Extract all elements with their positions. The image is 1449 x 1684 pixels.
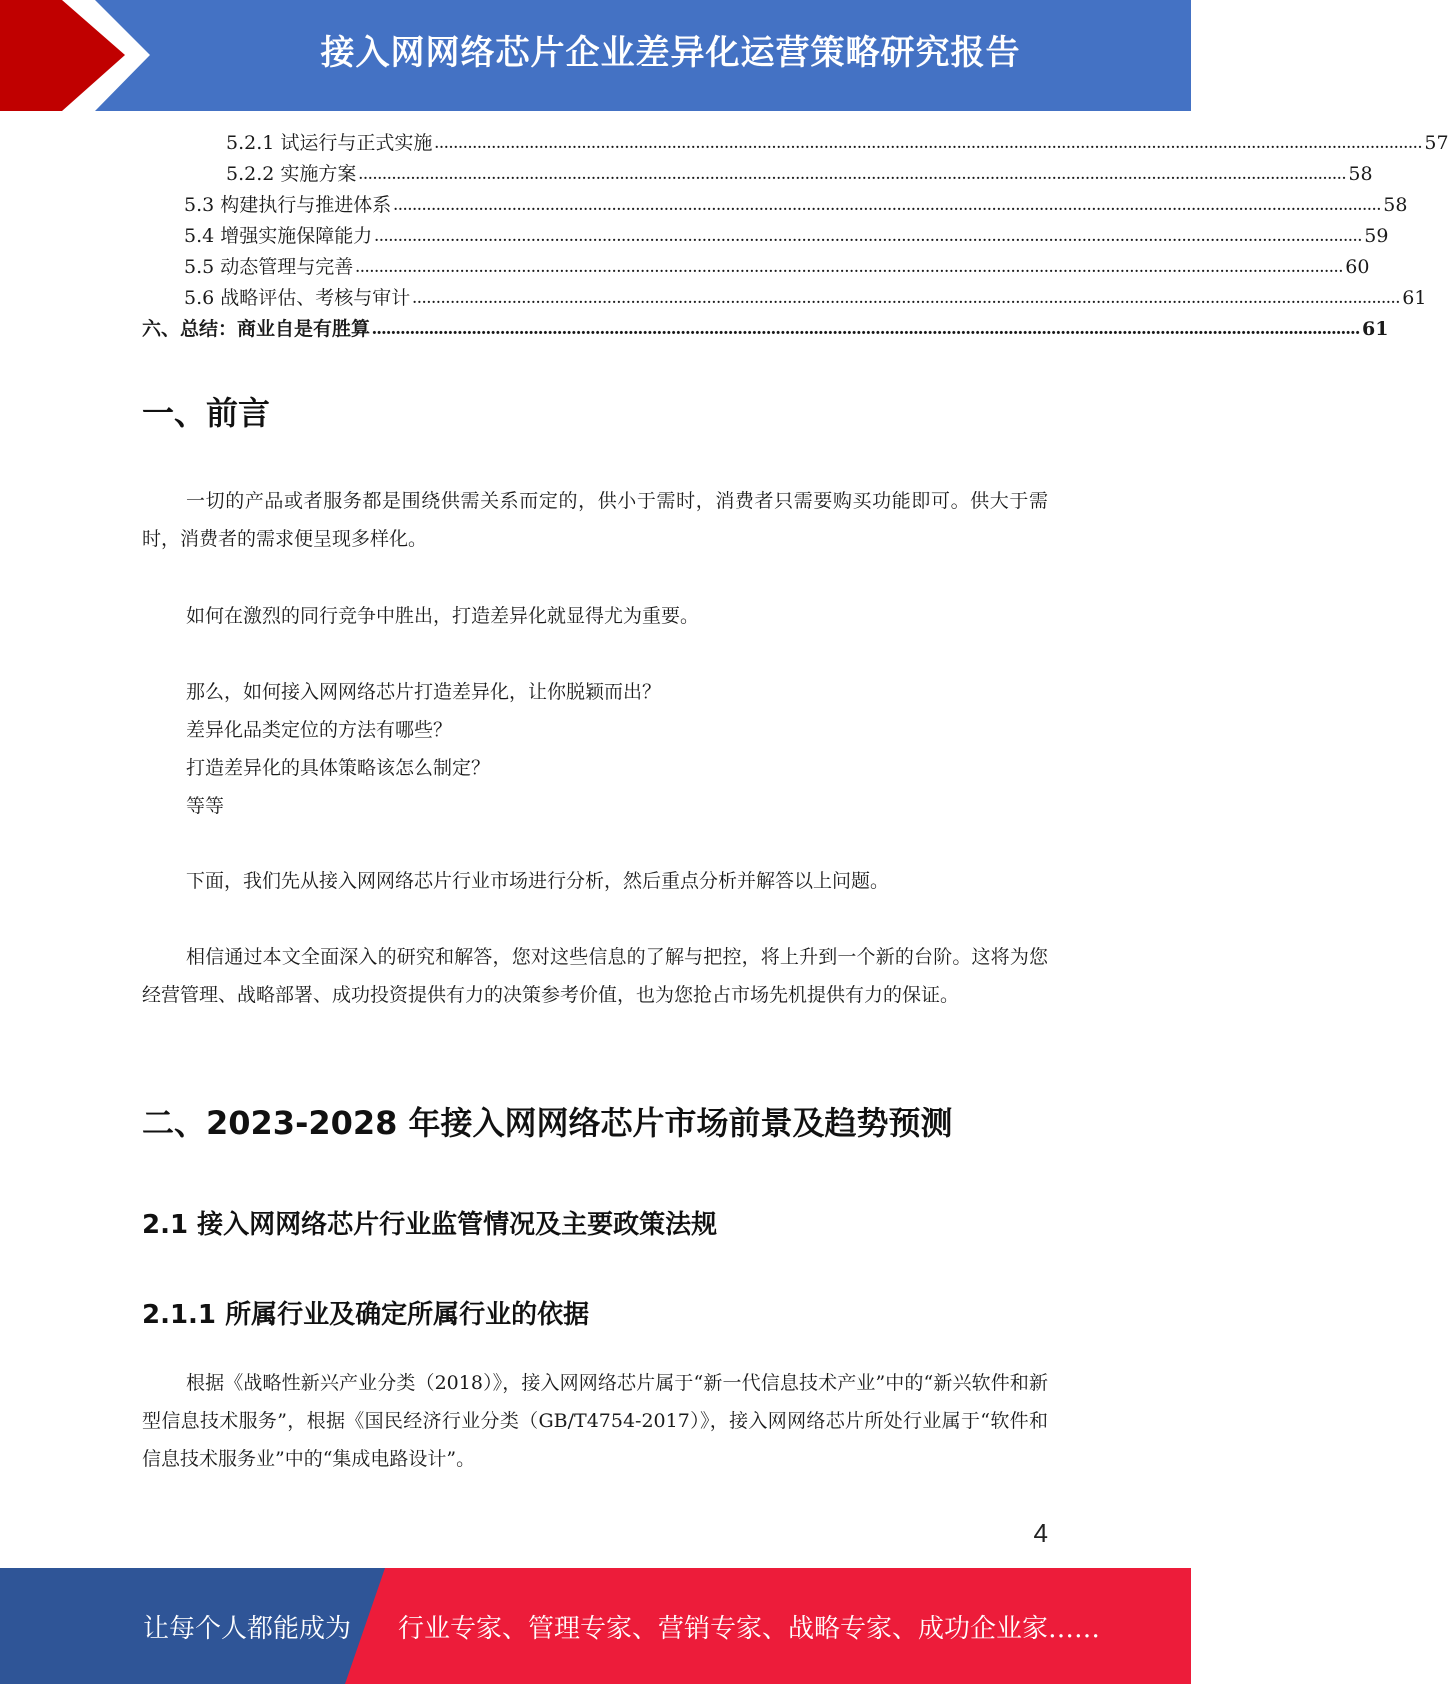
- toc-row[interactable]: [142, 314, 1389, 344]
- toc-leader: ................................................................................................................................................................................................................: [372, 318, 1361, 339]
- toc-leader: ................................................................................................................................................................................................................: [355, 256, 1344, 277]
- toc-entry-page: 58: [1348, 163, 1373, 185]
- page-header: [0, 0, 1191, 111]
- question-line: 差异化品类定位的方法有哪些？: [186, 719, 453, 741]
- toc-row[interactable]: [226, 128, 1449, 158]
- toc-leader: ................................................................................................................................................................................................................: [393, 194, 1382, 215]
- question-line: 那么，如何接入网网络芯片打造差异化，让你脱颖而出？: [186, 681, 662, 703]
- toc-entry-page: 61: [1402, 287, 1427, 309]
- toc-entry-title: 5.3 构建执行与推进体系: [184, 194, 392, 216]
- toc-leader: ................................................................................................................................................................................................................: [358, 163, 1347, 184]
- toc-leader: ................................................................................................................................................................................................................: [434, 132, 1423, 153]
- page-number: 4: [1033, 1518, 1048, 1548]
- toc-row[interactable]: [184, 283, 1427, 313]
- toc-leader: ................................................................................................................................................................................................................: [412, 287, 1401, 308]
- toc-entry-title: 5.6 战略评估、考核与审计: [184, 287, 411, 309]
- toc-row[interactable]: [184, 190, 1408, 220]
- paragraph: 根据《战略性新兴产业分类（2018）》，接入网网络芯片属于“新一代信息技术产业”中的“新兴软件和新型信息技术服务”，根据《国民经济行业分类（GB/T4754-2017）》，接入网网络芯片所处行业属于“软件和信息技术服务业”中的“集成电路设计”。: [142, 1372, 1048, 1470]
- toc-row[interactable]: [184, 221, 1389, 251]
- toc-entry-title: 5.2.1 试运行与正式实施: [226, 132, 433, 154]
- toc-row[interactable]: [184, 252, 1370, 282]
- toc-entry-title: 5.5 动态管理与完善: [184, 256, 354, 278]
- toc-entry-title: 5.4 增强实施保障能力: [184, 225, 373, 247]
- question-line: 打造差异化的具体策略该怎么制定？: [186, 757, 491, 779]
- page-footer: [0, 1568, 1191, 1684]
- footer-slogan-right: 行业专家、管理专家、营销专家、战略专家、成功企业家……: [398, 1614, 1101, 1644]
- toc-entry-page: 59: [1364, 225, 1389, 247]
- toc-entry-title: 5.2.2 实施方案: [226, 163, 357, 185]
- paragraph: 相信通过本文全面深入的研究和解答，您对这些信息的了解与把控，将上升到一个新的台阶。这将为您经营管理、战略部署、成功投资提供有力的决策参考价值，也为您抢占市场先机提供有力的保证。: [142, 946, 1048, 1006]
- question-line: 等等: [186, 795, 225, 817]
- subsubsection-heading: 2.1.1 所属行业及确定所属行业的依据: [142, 1300, 590, 1330]
- section-heading-preface: 一、前言: [142, 394, 271, 432]
- toc-entry-page: 58: [1383, 194, 1408, 216]
- paragraph: 下面，我们先从接入网网络芯片行业市场进行分析，然后重点分析并解答以上问题。: [186, 870, 890, 892]
- toc-leader: ................................................................................................................................................................................................................: [374, 225, 1363, 246]
- paragraph: 如何在激烈的同行竞争中胜出，打造差异化就显得尤为重要。: [186, 605, 700, 627]
- toc-entry-page: 57: [1424, 132, 1449, 154]
- section-heading-outlook: 二、2023-2028 年接入网网络芯片市场前景及趋势预测: [142, 1104, 953, 1142]
- toc-entry-title: 六、总结：商业自是有胜算: [142, 318, 371, 340]
- paragraph: 一切的产品或者服务都是围绕供需关系而定的，供小于需时，消费者只需要购买功能即可。供大于需时，消费者的需求便呈现多样化。: [142, 490, 1048, 550]
- footer-slogan-left: 让每个人都能成为: [143, 1614, 352, 1644]
- toc-entry-page: 60: [1345, 256, 1370, 278]
- toc-row[interactable]: [226, 159, 1373, 189]
- subsection-heading: 2.1 接入网网络芯片行业监管情况及主要政策法规: [142, 1210, 718, 1240]
- toc-entry-page: 61: [1362, 318, 1389, 340]
- header-title: 接入网网络芯片企业差异化运营策略研究报告: [320, 33, 1021, 73]
